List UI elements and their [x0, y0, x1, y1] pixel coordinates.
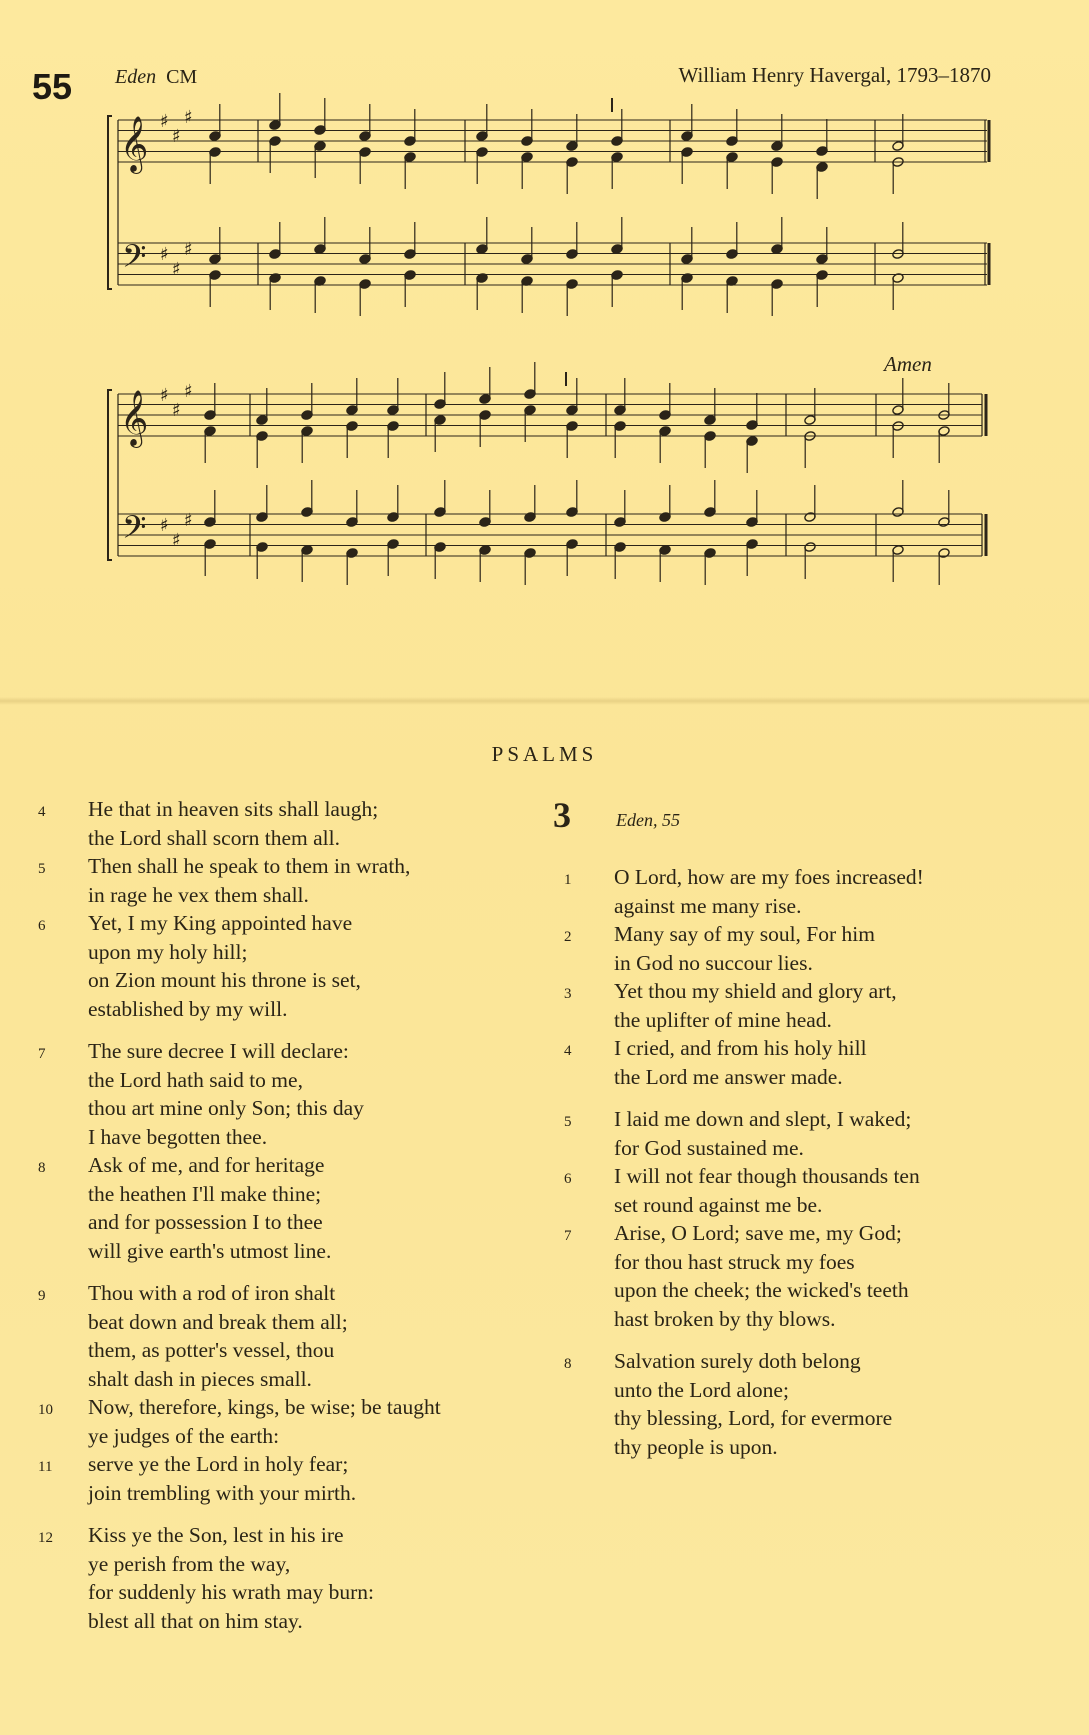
verse-lines	[614, 1034, 1016, 1091]
verse-line: the Lord hath said to me,	[88, 1067, 303, 1092]
verse-number: 6	[38, 918, 46, 934]
verse-line: I cried, and from his holy hill	[614, 1036, 867, 1060]
verse-lines	[88, 852, 550, 909]
verse-number: 7	[38, 1046, 46, 1062]
verse-line: the Lord me answer made.	[614, 1064, 843, 1089]
verse-line: upon the cheek; the wicked's teeth	[614, 1278, 909, 1302]
verse-number: 5	[564, 1114, 572, 1130]
verse	[556, 977, 1016, 1034]
verse-line: Yet thou my shield and glory art,	[614, 979, 897, 1003]
verse	[30, 1279, 550, 1393]
verse-line: in rage he vex them shall.	[88, 882, 309, 907]
verse	[30, 852, 550, 909]
verse	[556, 1219, 1016, 1333]
section-heading: PSALMS	[491, 742, 598, 766]
verse-line: set round against me be.	[614, 1192, 823, 1217]
verse	[556, 863, 1016, 920]
verse	[30, 1151, 550, 1265]
verse-line: the Lord shall scorn them all.	[88, 825, 340, 850]
key-sharp: ♯	[160, 515, 169, 536]
verse-line: beat down and break them all;	[88, 1309, 348, 1334]
verse-line: Ask of me, and for heritage	[88, 1153, 325, 1177]
verse-number: 5	[38, 861, 46, 877]
verse-lines	[88, 1151, 550, 1265]
page-fold	[0, 697, 1089, 705]
stanza-gap	[30, 1023, 550, 1037]
verse	[556, 1105, 1016, 1162]
verse-line: for suddenly his wrath may burn:	[88, 1580, 375, 1604]
verse-number: 10	[38, 1402, 53, 1418]
verse-line: will give earth's utmost line.	[88, 1238, 332, 1263]
verse-line: shalt dash in pieces small.	[88, 1366, 312, 1391]
verse-lines	[614, 863, 1016, 920]
verse-line: join trembling with your mirth.	[88, 1480, 357, 1505]
verse	[30, 795, 550, 852]
verse	[30, 1450, 550, 1507]
music-score	[0, 0, 1089, 620]
verse-line: Yet, I my King appointed have	[88, 911, 353, 935]
verse-number: 4	[564, 1043, 572, 1059]
verse-number: 11	[38, 1459, 53, 1475]
verse	[30, 1393, 550, 1450]
verse-line: thy people is upon.	[614, 1434, 778, 1459]
verse-line: I will not fear though thousands ten	[614, 1164, 920, 1188]
verse-lines	[614, 1162, 1016, 1219]
verse-number: 8	[38, 1160, 46, 1176]
verse-number: 4	[38, 804, 46, 820]
verse	[30, 909, 550, 1023]
verse-number: 3	[564, 986, 572, 1002]
stanza-gap	[30, 1507, 550, 1521]
verse-lines	[88, 795, 550, 852]
verse-lines	[88, 1037, 550, 1151]
key-sharp: ♯	[184, 510, 193, 531]
verse-line: ye perish from the way,	[88, 1551, 291, 1576]
verse	[30, 1037, 550, 1151]
key-sharp: ♯	[184, 381, 193, 402]
verse-line: hast broken by thy blows.	[614, 1306, 836, 1331]
key-sharp: ♯	[172, 259, 181, 280]
verse-line: thou art mine only Son; this day	[88, 1096, 364, 1120]
verse	[556, 1162, 1016, 1219]
verse-line: and for possession I to thee	[88, 1210, 323, 1234]
verse-number: 6	[564, 1171, 572, 1187]
verse-line: in God no succour lies.	[614, 950, 813, 975]
verse-lines	[88, 909, 550, 1023]
verse-lines	[88, 1450, 550, 1507]
verse-line: for God sustained me.	[614, 1135, 804, 1160]
verse-line: Then shall he speak to them in wrath,	[88, 854, 411, 878]
verse-line: Kiss ye the Son, lest in his ire	[88, 1523, 344, 1547]
verse-line: He that in heaven sits shall laugh;	[88, 797, 379, 821]
verse-line: Now, therefore, kings, be wise; be taught	[88, 1395, 441, 1419]
verse-line: I have begotten thee.	[88, 1124, 268, 1149]
verse-line: The sure decree I will declare:	[88, 1039, 349, 1063]
treble-clef: 𝄞	[120, 390, 149, 446]
verse-number: 12	[38, 1530, 53, 1546]
stanza-gap	[556, 1333, 1016, 1347]
system-bracket	[108, 116, 112, 289]
psalm-number: 3	[553, 795, 571, 835]
verse-lines	[614, 1219, 1016, 1333]
key-sharp: ♯	[160, 111, 169, 132]
system-bracket	[108, 390, 112, 560]
composer-credit: William Henry Havergal, 1793–1870	[678, 63, 991, 87]
verse-lines	[614, 1347, 1016, 1461]
key-sharp: ♯	[184, 107, 193, 128]
key-sharp: ♯	[172, 400, 181, 421]
key-sharp: ♯	[172, 530, 181, 551]
verse-number: 1	[564, 872, 572, 888]
verse-line: O Lord, how are my foes increased!	[614, 865, 924, 889]
verse-lines	[88, 1521, 550, 1635]
verse-line: unto the Lord alone;	[614, 1377, 789, 1402]
key-sharp: ♯	[172, 126, 181, 147]
verse-line: upon my holy hill;	[88, 939, 248, 964]
verse-line: thy blessing, Lord, for evermore	[614, 1406, 893, 1430]
hymn-number: 55	[32, 66, 73, 107]
right-verse-column	[556, 863, 1016, 1461]
amen-label: Amen	[884, 352, 932, 376]
verse-line: on Zion mount his throne is set,	[88, 968, 361, 992]
meter-text: CM	[166, 66, 198, 88]
bass-clef: 𝄢	[122, 238, 147, 282]
key-sharp: ♯	[160, 244, 169, 265]
verse-line: against me many rise.	[614, 893, 802, 918]
verse-lines	[88, 1393, 550, 1450]
verse-line: serve ye the Lord in holy fear;	[88, 1452, 349, 1476]
verse-line: ye judges of the earth:	[88, 1423, 280, 1448]
stanza-gap	[30, 1265, 550, 1279]
verse-line: them, as potter's vessel, thou	[88, 1338, 335, 1362]
key-sharp: ♯	[184, 239, 193, 260]
left-verse-column	[30, 795, 550, 1635]
verse-number: 2	[564, 929, 572, 945]
bass-clef: 𝄢	[122, 509, 147, 553]
verse-line: Thou with a rod of iron shalt	[88, 1281, 336, 1305]
verse-number: 7	[564, 1228, 572, 1244]
key-sharp: ♯	[160, 385, 169, 406]
verse	[556, 920, 1016, 977]
stanza-gap	[556, 1091, 1016, 1105]
psalm-tune-reference: Eden, 55	[616, 810, 680, 830]
verse-line: Arise, O Lord; save me, my God;	[614, 1221, 902, 1245]
verse	[556, 1347, 1016, 1461]
verse-number: 8	[564, 1356, 572, 1372]
verse-line: the uplifter of mine head.	[614, 1007, 832, 1032]
verse-lines	[614, 1105, 1016, 1162]
verse-line: for thou hast struck my foes	[614, 1249, 855, 1274]
verse-line: Many say of my soul, For him	[614, 922, 875, 946]
tune-name-text: Eden	[115, 66, 157, 88]
verse	[556, 1034, 1016, 1091]
verse-line: Salvation surely doth belong	[614, 1349, 861, 1373]
verse-line: established by my will.	[88, 996, 288, 1021]
verse-lines	[614, 977, 1016, 1034]
verse	[30, 1521, 550, 1635]
verse-lines	[614, 920, 1016, 977]
verse-line: I laid me down and slept, I waked;	[614, 1107, 912, 1131]
treble-clef: 𝄞	[120, 116, 149, 172]
verse-number: 9	[38, 1288, 46, 1304]
verse-line: the heathen I'll make thine;	[88, 1181, 322, 1206]
verse-lines	[88, 1279, 550, 1393]
verse-line: blest all that on him stay.	[88, 1608, 303, 1633]
